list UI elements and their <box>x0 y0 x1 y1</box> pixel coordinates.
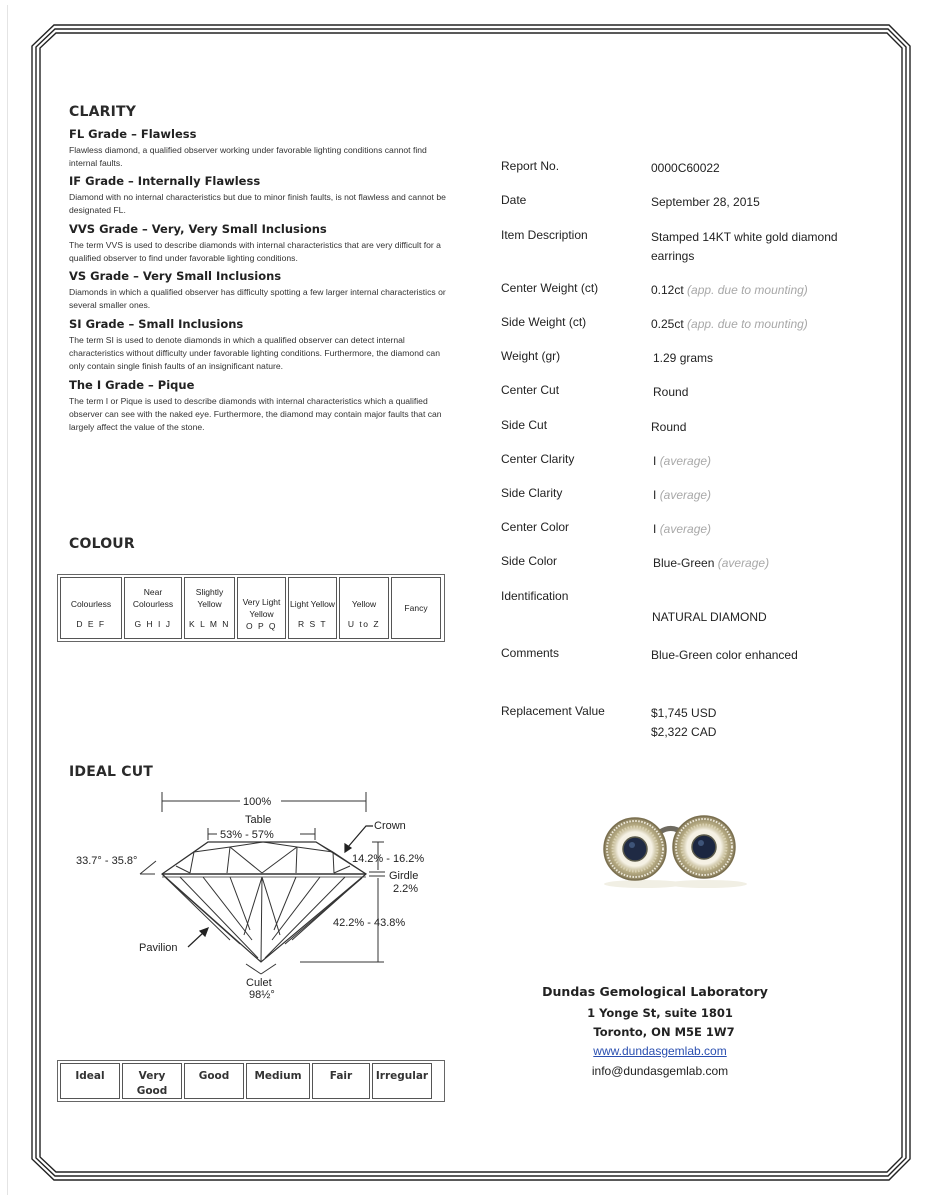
earrings-photo <box>592 812 752 888</box>
field-note: (average) <box>659 454 712 468</box>
culet-label: Culet <box>246 977 272 989</box>
colour-name: Light Yellow <box>290 599 335 609</box>
field-label: Date <box>501 193 527 207</box>
colour-letters: O P Q <box>246 621 277 631</box>
cut-grade-cell: Irregular <box>372 1063 432 1099</box>
lab-address: 1 Yonge St, suite 1801 <box>587 1006 733 1020</box>
field-note: (average) <box>717 556 770 570</box>
lab-name: Dundas Gemological Laboratory <box>542 984 768 999</box>
lab-email: info@dundasgemlab.com <box>591 1064 729 1078</box>
field-value: 0.12ct <box>651 283 684 297</box>
field-value: I <box>653 522 657 536</box>
field-label: Center Cut <box>501 383 560 397</box>
colour-name: Yellow <box>351 599 377 609</box>
culet-angle-label: 98½° <box>249 989 275 1001</box>
grade-heading: VS Grade – Very Small Inclusions <box>69 269 282 283</box>
girdle-label: Girdle <box>389 870 419 882</box>
lab-city: Toronto, ON M5E 1W7 <box>593 1025 735 1039</box>
grade-description: The term SI is used to denote diamonds in which a qualified observer can detect internal characteristics without difficulty under favorable lighting conditions. Furthermore, the diamond can only contain single finish faults of an insignificant nature. <box>69 335 440 371</box>
grade-description: The term I or Pique is used to describe diamonds with internal characteristics which a qualified observer can see with the naked eye. Furthermore, the diamond may contain major faults that can largely affect the value of the stone. <box>69 396 442 432</box>
grade-heading: FL Grade – Flawless <box>69 127 197 141</box>
grade-heading: The I Grade – Pique <box>69 378 195 392</box>
field-label: Center Clarity <box>501 452 575 466</box>
diameter-label: 100% <box>243 796 272 808</box>
field-value: Blue-Green <box>653 556 715 570</box>
right-earring-stone <box>692 835 716 859</box>
field-value: Round <box>651 420 687 434</box>
field-label: Side Cut <box>501 418 548 432</box>
field-note: (average) <box>659 522 712 536</box>
pavilion-label: Pavilion <box>139 942 178 954</box>
left-earring-stone <box>623 837 647 861</box>
lab-website-link[interactable]: www.dundasgemlab.com <box>593 1044 727 1058</box>
field-note: (average) <box>659 488 712 502</box>
field-value: NATURAL DIAMOND <box>652 610 767 624</box>
colour-letters: R S T <box>297 619 328 629</box>
field-value: 1.29 grams <box>653 351 714 365</box>
cut-grade-cell: Very Good <box>122 1063 182 1099</box>
crown-label: Crown <box>374 820 406 832</box>
pavilion-depth-label: 42.2% - 43.8% <box>333 917 406 929</box>
colour-letters: D E F <box>76 619 106 629</box>
grade-description: Diamonds in which a qualified observer has difficulty spotting a few larger internal characteristics or several smaller ones. <box>69 287 446 310</box>
field-note: (app. due to mounting) <box>687 317 808 331</box>
field-label: Item Description <box>501 228 588 242</box>
colour-name: Very Light Yellow <box>242 597 281 619</box>
cut-grade-table <box>57 1060 445 1102</box>
colour-letters: K L M N <box>189 619 230 629</box>
colour-letters: U to Z <box>347 619 381 629</box>
field-label: Identification <box>501 589 569 603</box>
field-label: Center Color <box>501 520 570 534</box>
field-value: 0000C60022 <box>651 161 720 175</box>
field-value: I <box>653 488 657 502</box>
field-label: Side Weight (ct) <box>501 315 587 329</box>
field-label: Report No. <box>501 159 560 173</box>
grade-description: Flawless diamond, a qualified observer working under favorable lighting conditions cannot find internal faults. <box>69 145 427 168</box>
field-label: Side Clarity <box>501 486 563 500</box>
grade-description: Diamond with no internal characteristics but due to minor finish faults, is not flawless and cannot be designated FL. <box>69 192 446 215</box>
field-note: (app. due to mounting) <box>687 283 808 297</box>
ideal-cut-diagram <box>0 0 460 1010</box>
lab-info <box>530 984 790 1078</box>
colour-name: Colourless <box>70 599 112 609</box>
field-value: September 28, 2015 <box>651 195 760 209</box>
colour-title: COLOUR <box>69 536 135 552</box>
colour-name: Near Colourless <box>132 587 174 609</box>
colour-letters: G H I J <box>134 619 172 629</box>
grade-heading: VVS Grade – Very, Very Small Inclusions <box>69 222 327 236</box>
table-label: Table <box>245 814 272 826</box>
girdle-value-label: 2.2% <box>393 883 419 895</box>
field-label: Side Color <box>501 554 558 568</box>
colour-name: Fancy <box>404 603 428 613</box>
grade-heading: SI Grade – Small Inclusions <box>69 317 244 331</box>
field-value: Round <box>653 385 689 399</box>
colour-name: Slightly Yellow <box>195 587 224 609</box>
cut-grade-cell: Medium <box>246 1063 310 1099</box>
field-label: Center Weight (ct) <box>501 281 599 295</box>
clarity-title: CLARITY <box>69 104 137 120</box>
crown-height-label: 14.2% - 16.2% <box>352 853 425 865</box>
grade-description: The term VVS is used to describe diamonds with internal characteristics that are very difficult for a qualified observer to find under favorable lighting conditions. <box>69 240 441 263</box>
crown-angle-label: 33.7° - 35.8° <box>76 855 138 867</box>
table-range-label: 53% - 57% <box>220 829 274 841</box>
field-value: 0.25ct <box>651 317 684 331</box>
ideal-cut-title: IDEAL CUT <box>69 764 154 780</box>
replacement-usd: $1,745 USD <box>651 706 717 720</box>
field-value: Stamped 14KT white gold diamond earrings <box>651 230 838 263</box>
field-value: Blue-Green color enhanced <box>651 648 798 662</box>
replacement-cad: $2,322 CAD <box>651 725 717 739</box>
cut-grade-cell: Ideal <box>60 1063 120 1099</box>
field-label: Comments <box>501 646 560 660</box>
field-label: Replacement Value <box>501 704 605 718</box>
field-value: I <box>653 454 657 468</box>
field-label: Weight (gr) <box>501 349 561 363</box>
cut-grade-cell: Fair <box>312 1063 370 1099</box>
cut-grade-cell: Good <box>184 1063 244 1099</box>
grade-heading: IF Grade – Internally Flawless <box>69 174 261 188</box>
